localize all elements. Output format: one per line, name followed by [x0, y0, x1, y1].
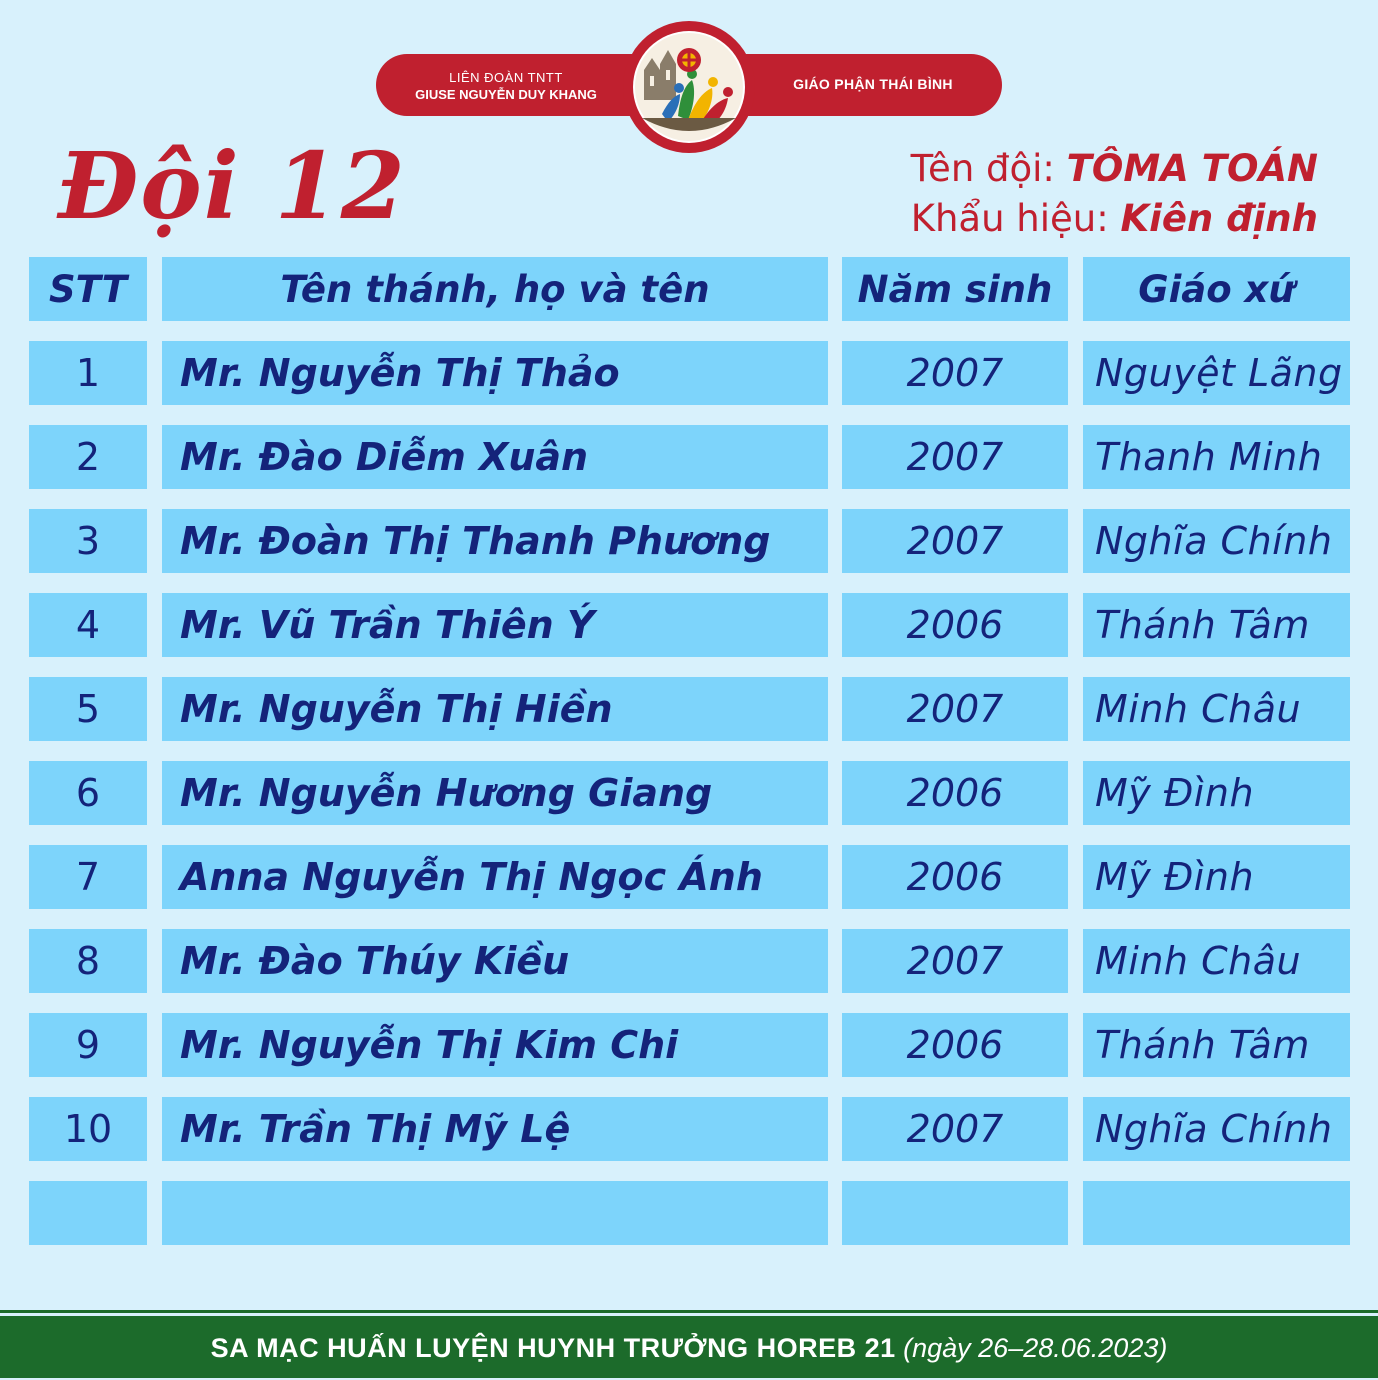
cell-stt: 5: [29, 677, 147, 741]
header-name: Tên thánh, họ và tên: [162, 257, 828, 321]
cell-stt: [29, 1181, 147, 1245]
cell-stt: 3: [29, 509, 147, 573]
cell-stt: 8: [29, 929, 147, 993]
cell-parish: Minh Châu: [1083, 677, 1350, 741]
federation-line2: GIUSE NGUYỄN DUY KHANG: [415, 87, 597, 102]
header-stt: STT: [29, 257, 147, 321]
footer-bar: [0, 1316, 1378, 1378]
event-title: SA MẠC HUẤN LUYỆN HUYNH TRƯỞNG HOREB 21: [210, 1333, 896, 1363]
event-date: (ngày 26–28.06.2023): [903, 1333, 1168, 1363]
cell-stt: 2: [29, 425, 147, 489]
federation-line1: LIÊN ĐOÀN TNTT: [449, 70, 563, 85]
cell-parish: Thánh Tâm: [1083, 593, 1350, 657]
cell-name: Mr. Đào Diễm Xuân: [162, 425, 828, 489]
team-motto-line: [911, 194, 1318, 244]
cell-year: 2007: [842, 425, 1068, 489]
cell-year: 2007: [842, 677, 1068, 741]
cell-year: 2006: [842, 845, 1068, 909]
cell-stt: 1: [29, 341, 147, 405]
cell-parish: Nghĩa Chính: [1083, 509, 1350, 573]
cell-stt: 4: [29, 593, 147, 657]
cell-stt: 6: [29, 761, 147, 825]
diocese-name: GIÁO PHẬN THÁI BÌNH: [793, 76, 953, 92]
cell-year: 2007: [842, 1097, 1068, 1161]
team-title: Đội 12: [58, 132, 407, 240]
cell-name: Mr. Đoàn Thị Thanh Phương: [162, 509, 828, 573]
cell-year: 2006: [842, 761, 1068, 825]
cell-name: Anna Nguyễn Thị Ngọc Ánh: [162, 845, 828, 909]
cell-name: Mr. Vũ Trần Thiên Ý: [162, 593, 828, 657]
cell-name: Mr. Đào Thúy Kiều: [162, 929, 828, 993]
cell-name: Mr. Nguyễn Thị Kim Chi: [162, 1013, 828, 1077]
header-parish: Giáo xứ: [1083, 257, 1350, 321]
cell-name: [162, 1181, 828, 1245]
team-name-line: [911, 144, 1318, 194]
cell-parish: Nghĩa Chính: [1083, 1097, 1350, 1161]
cell-year: 2006: [842, 593, 1068, 657]
cell-stt: 10: [29, 1097, 147, 1161]
cell-name: Mr. Nguyễn Thị Hiền: [162, 677, 828, 741]
cell-name: Mr. Nguyễn Thị Thảo: [162, 341, 828, 405]
federation-logo-icon: [622, 20, 756, 154]
cell-parish: Thánh Tâm: [1083, 1013, 1350, 1077]
cell-parish: [1083, 1181, 1350, 1245]
footer-divider: [0, 1310, 1378, 1313]
cell-parish: Minh Châu: [1083, 929, 1350, 993]
cell-year: 2007: [842, 929, 1068, 993]
team-name-label: Tên đội:: [910, 147, 1067, 190]
cell-parish: Thanh Minh: [1083, 425, 1350, 489]
team-motto-value: Kiên định: [1120, 197, 1318, 240]
cell-stt: 7: [29, 845, 147, 909]
cell-parish: Nguyệt Lãng: [1083, 341, 1350, 405]
federation-name: [376, 69, 636, 103]
cell-parish: Mỹ Đình: [1083, 761, 1350, 825]
cell-parish: Mỹ Đình: [1083, 845, 1350, 909]
team-info: [911, 144, 1318, 244]
cell-year: 2007: [842, 509, 1068, 573]
cell-name: Mr. Trần Thị Mỹ Lệ: [162, 1097, 828, 1161]
header-year: Năm sinh: [842, 257, 1068, 321]
cell-year: 2007: [842, 341, 1068, 405]
cell-year: 2006: [842, 1013, 1068, 1077]
cell-year: [842, 1181, 1068, 1245]
cell-stt: 9: [29, 1013, 147, 1077]
team-motto-label: Khẩu hiệu:: [910, 197, 1121, 240]
cell-name: Mr. Nguyễn Hương Giang: [162, 761, 828, 825]
team-name-value: TÔMA TOÁN: [1066, 147, 1318, 190]
